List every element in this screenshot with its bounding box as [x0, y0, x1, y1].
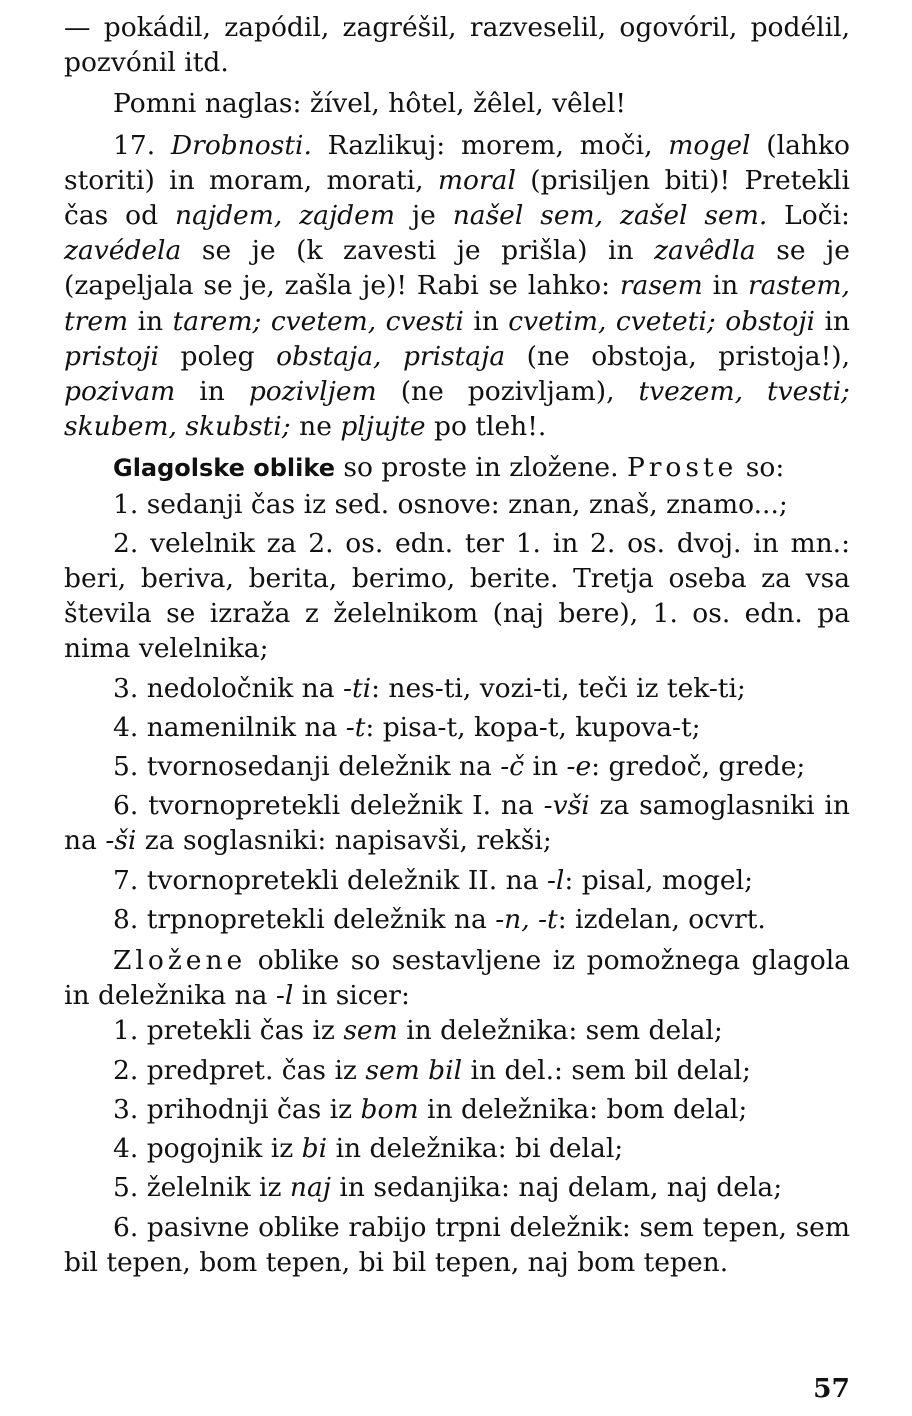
bold-heading: Glagolske oblike [113, 454, 335, 483]
list-item [64, 1092, 850, 1127]
text: za samoglasniki in na [64, 790, 850, 857]
list-item [64, 487, 850, 522]
text: Razlikuj: morem, moči, [327, 129, 653, 161]
text: 5. tvornosedanji deležnik na [113, 751, 492, 783]
italic-term: našel sem, zašel sem. [452, 200, 768, 232]
text: ne [299, 411, 332, 443]
text: oblike so sestavljene iz pomožnega glagola in deležnika na [64, 945, 850, 1012]
text: in del.: sem bil delal; [470, 1054, 751, 1086]
text: so proste in zložene. [343, 452, 619, 484]
text: : pisal, mogel; [564, 864, 754, 896]
text: in sicer: [301, 980, 410, 1012]
italic-term: mogel [668, 129, 751, 161]
text: je [411, 200, 436, 232]
paragraph-drobnosti [64, 128, 850, 445]
text: Loči: [784, 200, 850, 232]
text: se je (k zavesti je prišla) in [201, 235, 634, 267]
italic-term: pljujte [340, 411, 426, 443]
text: — pokádil, zapódil, zagréšil, razveselil, ogovóril, podélil, pozvónil itd. [64, 12, 850, 79]
italic-term: -ti [342, 672, 372, 704]
italic-term: bom [360, 1093, 419, 1125]
italic-term: zavêdla [654, 235, 756, 267]
text: in [532, 751, 559, 783]
paragraph-accent-verbs [64, 10, 850, 80]
italic-term: -ši [105, 825, 137, 857]
text: in deležnika: sem delal; [406, 1015, 723, 1047]
list-item [64, 671, 850, 706]
list-zlozene [64, 1013, 850, 1279]
text: za soglasniki: napisavši, rekši; [144, 825, 552, 857]
text: : pisa-t, kopa-t, kupova-t; [365, 711, 701, 743]
list-item [64, 1013, 850, 1048]
text: in [199, 376, 225, 408]
italic-term: moral [437, 164, 516, 196]
italic-term: cvetim, cveteti; obstoji [508, 305, 816, 337]
list-item [64, 749, 850, 784]
text: 8. trpnopretekli deležnik na [113, 903, 487, 935]
italic-term: pristoji [64, 340, 160, 372]
text: 4. pogojnik iz [113, 1133, 294, 1165]
text: in [712, 270, 739, 302]
text: 3. nedoločnik na [113, 672, 335, 704]
list-item [64, 863, 850, 898]
italic-term: tvezem, tvesti; skubem, skubsti; [64, 376, 850, 443]
italic-term: sem bil [365, 1054, 463, 1086]
list-item [64, 1053, 850, 1088]
text: (ne pozivljam), [400, 376, 615, 408]
text: 4. namenilnik na [113, 711, 338, 743]
paragraph-zlozene [64, 943, 850, 1013]
italic-term: naj [289, 1172, 331, 1204]
text: (ne obstoja, pristoja!), [526, 340, 851, 372]
spaced-term: Proste [626, 452, 738, 484]
text: so: [745, 452, 785, 484]
list-item [64, 902, 850, 937]
text: in deležnika: bom delal; [427, 1093, 748, 1125]
text: (prisiljen biti)! Pretekli čas od [64, 164, 850, 232]
italic-term: zavédela [64, 235, 182, 267]
text: : nes-ti, vozi-ti, teči iz tek-ti; [371, 672, 746, 704]
text: po tleh!. [434, 411, 547, 443]
text: : gredoč, grede; [591, 751, 806, 783]
section-heading: Drobnosti. [170, 129, 312, 161]
text: poleg [180, 340, 255, 372]
italic-term: -l [546, 864, 565, 896]
text: in sedanjika: naj delam, naj dela; [339, 1172, 783, 1204]
text: 2. velelnik za 2. os. edn. ter 1. in 2. os. dvoj. in mn.: beri, beriva, berita, berimo, berite. Tretja oseba za vsa števila se izraža z želelnikom (naj bere), 1. os. edn. pa nima velelnika; [64, 527, 850, 665]
text: : izdelan, ocvrt. [557, 903, 766, 935]
paragraph-accent-note [64, 86, 850, 121]
list-item [64, 788, 850, 858]
list-item [64, 1210, 850, 1280]
italic-term: bi [301, 1133, 328, 1165]
text: (lahko storiti) in moram, morati, [64, 129, 850, 196]
text: 6. tvornopretekli deležnik I. na [113, 790, 534, 822]
italic-term: -l [275, 980, 294, 1012]
list-proste [64, 487, 850, 937]
italic-term: -e [566, 751, 592, 783]
italic-term: obstaja, pristaja [276, 340, 506, 372]
italic-term: -t [538, 903, 558, 935]
section-number: 17. [113, 129, 156, 161]
text: 5. želelnik iz [113, 1172, 282, 1204]
list-item [64, 1131, 850, 1166]
text: in [473, 305, 499, 337]
italic-term: -vši [543, 790, 590, 822]
italic-term: pozivam [64, 376, 176, 408]
text: in [824, 305, 850, 337]
list-item [64, 526, 850, 667]
text: 2. predpret. čas iz [113, 1054, 357, 1086]
italic-term: -t [345, 711, 366, 743]
italic-term: tarem; cvetem, cvesti [172, 305, 464, 337]
italic-term: rastem, trem [64, 270, 850, 337]
italic-term: -č [500, 751, 525, 783]
list-item [64, 1170, 850, 1205]
italic-term: pozivljem [248, 376, 377, 408]
italic-term: najdem, zajdem [175, 200, 395, 232]
italic-term: rasem [619, 270, 703, 302]
text: 7. tvornopretekli deležnik II. na [113, 864, 539, 896]
text: se je (zapeljala se je, zašla je)! Rabi se lahko: [64, 235, 850, 302]
list-item [64, 710, 850, 745]
paragraph-glagolske-oblike [64, 450, 850, 486]
italic-term: -n, [495, 903, 530, 935]
text: in [137, 305, 164, 337]
text: 1. sedanji čas iz sed. osnove: znan, znaš, znamo...; [113, 488, 788, 520]
text: in deležnika: bi delal; [335, 1133, 624, 1165]
spaced-term: Zložene [113, 945, 247, 977]
text: Pomni naglas: žível, hôtel, žêlel, vêlel! [113, 88, 627, 120]
text: 1. pretekli čas iz [113, 1015, 335, 1047]
text: 3. prihodnji čas iz [113, 1093, 353, 1125]
text: 6. pasivne oblike rabijo trpni deležnik: sem tepen, sem bil tepen, bom tepen, bi bil tepen, naj bom tepen. [64, 1211, 850, 1278]
italic-term: sem [343, 1015, 398, 1047]
page-number: 57 [813, 1373, 850, 1404]
